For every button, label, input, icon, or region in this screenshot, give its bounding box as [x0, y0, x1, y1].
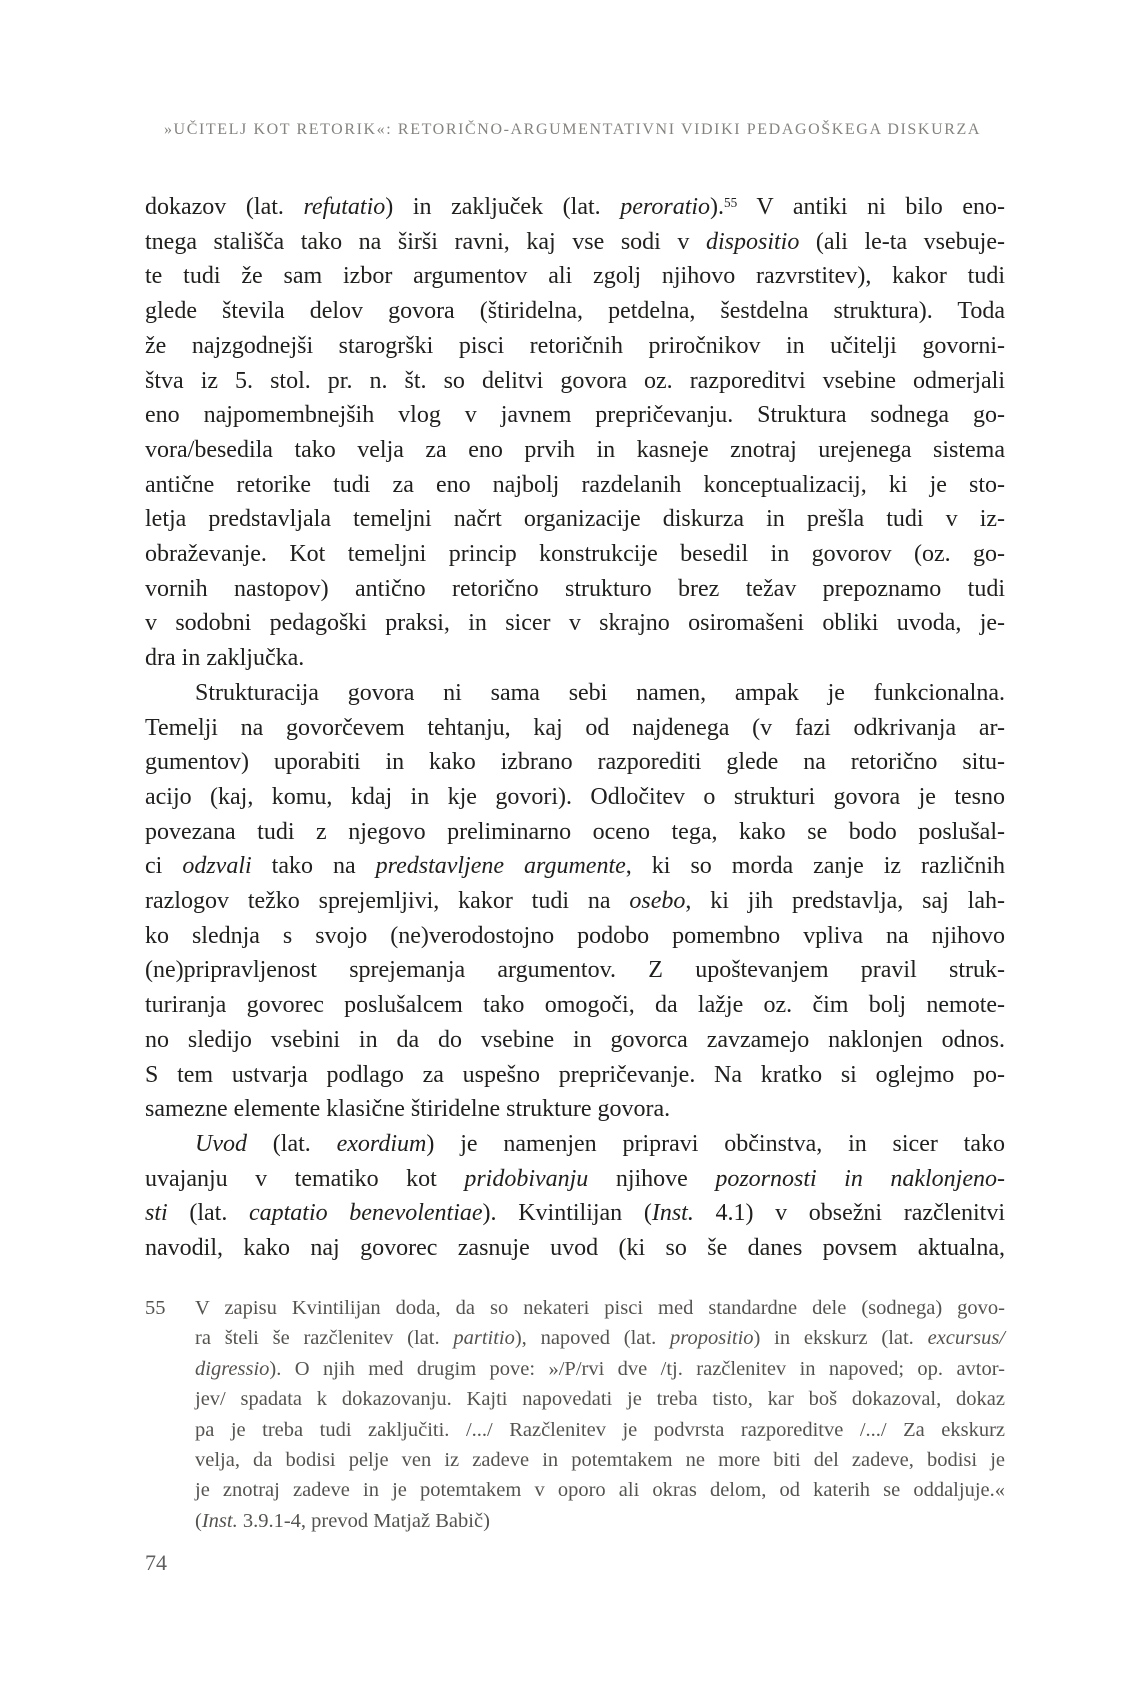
- text-line: no sledijo vsebini in da do vsebine in govorca zavzamejo naklonjen odnos.: [145, 1026, 1005, 1053]
- footnote-number: 55: [145, 1297, 166, 1319]
- text-line: vornih nastopov) antično retorično strukturo brez težav prepoznamo tudi: [145, 575, 1005, 602]
- text-line: dokazov (lat. refutatio) in zaključek (lat. peroratio).$^{55}$ V antiki ni bilo eno-: [145, 194, 1005, 220]
- text-line: štva iz 5. stol. pr. n. št. so delitvi govora oz. razporeditvi vsebine odmerjali: [145, 367, 1005, 394]
- text-line: navodil, kako naj govorec zasnuje uvod (ki so še danes povsem aktualna,: [145, 1235, 1005, 1262]
- footnote-line: velja, da bodisi pelje ven iz zadeve in potemtakem ne more biti del zadeve, bodisi je: [195, 1449, 1005, 1472]
- text-line: Strukturacija govora ni sama sebi namen, ampak je funkcionalna.: [195, 679, 1005, 706]
- footnote-line: ra šteli še razčlenitev (lat. partitio), napoved (lat. propositio) in ekskurz (lat. excursus/: [195, 1327, 1006, 1350]
- text-line: obraževanje. Kot temeljni princip konstrukcije besedil in govorov (oz. go-: [145, 541, 1005, 568]
- text-line: acijo (kaj, komu, kdaj in kje govori). Odločitev o strukturi govora je tesno: [145, 783, 1005, 810]
- text-line: Temelji na govorčevem tehtanju, kaj od najdenega (v fazi odkrivanja ar-: [145, 714, 1005, 741]
- footnote-line: digressio). O njih med drugim pove: »/P/rvi dve /tj. razčlenitev in napoved; op. avtor-: [195, 1357, 1005, 1380]
- text-line: turiranja govorec poslušalcem tako omogoči, da lažje oz. čim bolj nemote-: [145, 992, 1005, 1019]
- text-line: razlogov težko sprejemljivi, kakor tudi na osebo, ki jih predstavlja, saj lah-: [145, 888, 1005, 915]
- text-line: letja predstavljala temeljni načrt organizacije diskurza in prešla tudi v iz-: [145, 506, 1005, 533]
- text-line: S tem ustvarja podlago za uspešno prepričevanje. Na kratko si oglejmo po-: [145, 1061, 1005, 1088]
- text-line: ko slednja s svojo (ne)verodostojno podobo pomembno vpliva na njihovo: [145, 922, 1005, 949]
- text-line: v sodobni pedagoški praksi, in sicer v skrajno osiromašeni obliki uvoda, je-: [145, 610, 1005, 637]
- footnote-line: pa je treba tudi zaključiti. /.../ Razčlenitev je podvrsta razporeditve /.../ Za ekskurz: [195, 1418, 1005, 1441]
- footnote-55: [145, 1293, 1005, 1536]
- footnote-line: 55 V zapisu Kvintilijan doda, da so nekateri pisci med standardne dele (sodnega) govo-: [145, 1293, 1005, 1323]
- text-line: tnega stališča tako na širši ravni, kaj vse sodi v dispositio (ali le-ta vsebuje-: [145, 228, 1005, 255]
- text-line: eno najpomembnejših vlog v javnem prepričevanju. Struktura sodnega go-: [145, 402, 1005, 429]
- text-line: ci odzvali tako na predstavljene argumente, ki so morda zanje iz različnih: [145, 853, 1005, 880]
- text-line: gumentov) uporabiti in kako izbrano razporediti glede na retorično situ-: [145, 749, 1005, 776]
- text-line: antične retorike tudi za eno najbolj razdelanih konceptualizacij, ki je sto-: [145, 471, 1005, 498]
- text-line: uvajanju v tematiko kot pridobivanju njihove pozornosti in naklonjeno-: [145, 1165, 1005, 1192]
- footnote-line: (Inst. 3.9.1-4, prevod Matjaž Babič): [195, 1509, 490, 1532]
- text-line: povezana tudi z njegovo preliminarno oceno tega, kako se bodo poslušal-: [145, 818, 1005, 845]
- text-line: že najzgodnejši starogrški pisci retoričnih priročnikov in učitelji govorni-: [145, 332, 1005, 359]
- text-line: dra in zaključka.: [145, 645, 305, 672]
- body-text: [145, 190, 1005, 1266]
- running-header: »UČITELJ KOT RETORIK«: RETORIČNO-ARGUMENTATIVNI VIDIKI PEDAGOŠKEGA DISKURZA: [163, 121, 982, 138]
- text-line: glede števila delov govora (štiridelna, petdelna, šestdelna struktura). Toda: [145, 298, 1005, 325]
- text-line: te tudi že sam izbor argumentov ali zgolj njihovo razvrstitev), kakor tudi: [145, 263, 1005, 290]
- text-line: Uvod (lat. exordium) je namenjen pripravi občinstva, in sicer tako: [195, 1130, 1006, 1157]
- text-line: sti (lat. captatio benevolentiae). Kvintilijan (Inst. 4.1) v obsežni razčlenitvi: [145, 1200, 1006, 1227]
- footnote-line: jev/ spadata k dokazovanju. Kajti napovedati je treba tisto, kar boš dokazoval, dokaz: [195, 1388, 1005, 1411]
- footnote-section: [145, 1293, 1005, 1536]
- text-line: (ne)pripravljenost sprejemanja argumentov. Z upoštevanjem pravil struk-: [145, 957, 1005, 984]
- footnote-line: je znotraj zadeve in je potemtakem v oporo ali okras delom, od katerih se oddaljuje.«: [195, 1479, 1005, 1502]
- text-line: samezne elemente klasične štiridelne strukture govora.: [145, 1096, 671, 1123]
- text-line: vora/besedila tako velja za eno prvih in kasneje znotraj urejenega sistema: [145, 436, 1005, 463]
- page-number: 74: [145, 1550, 167, 1575]
